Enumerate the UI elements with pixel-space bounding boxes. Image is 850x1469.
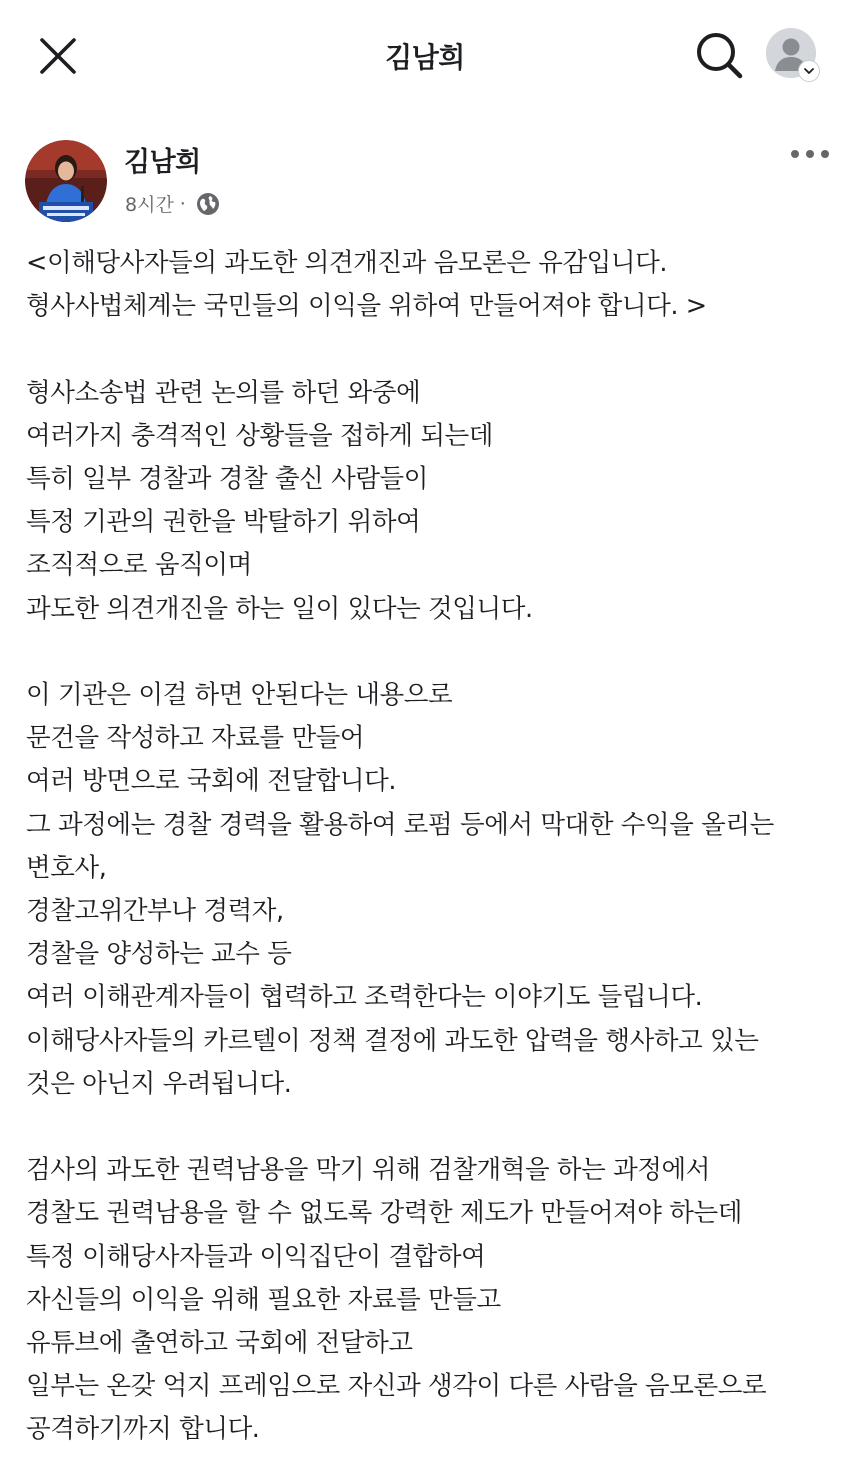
post-line: 형사소송법 관련 논의를 하던 와중에: [26, 377, 421, 408]
post-line: 여러 방면으로 국회에 전달합니다.: [26, 766, 397, 797]
post-line: 경찰도 권력남용을 할 수 없도록 강력한 제도가 만들어져야 하는데: [26, 1198, 742, 1229]
post-line: 자신들의 이익을 위해 필요한 자료를 만들고: [26, 1284, 501, 1315]
post-line: 것은 아닌지 우려됩니다.: [26, 1068, 292, 1099]
post-line: 이 기관은 이걸 하면 안된다는 내용으로: [26, 680, 453, 710]
post-line: 문건을 작성하고 자료를 만들어: [26, 723, 365, 754]
post-paragraph: [26, 674, 826, 1106]
globe-icon: [196, 192, 220, 216]
post-line: 공격하기까지 합니다.: [26, 1414, 260, 1445]
meta-separator: ·: [179, 192, 186, 215]
more-options-button[interactable]: [786, 142, 834, 166]
post-paragraph: [26, 372, 826, 631]
post-text: [26, 242, 826, 1452]
profile-menu-button[interactable]: [766, 28, 820, 82]
post-line: <이해당사자들의 과도한 의견개진과 음모론은 유감입니다.: [26, 248, 668, 278]
post-line: 특히 일부 경찰과 경찰 출신 사람들이: [26, 464, 429, 494]
post-line: 특정 이해당사자들과 이익집단이 결합하여: [26, 1241, 486, 1272]
chevron-down-icon: [798, 60, 820, 82]
post-line: 경찰을 양성하는 교수 등: [26, 939, 292, 970]
author-name[interactable]: 김남희: [124, 147, 201, 178]
post-header: [0, 130, 850, 230]
post-line: 이해당사자들의 카르텔이 정책 결정에 과도한 압력을 행사하고 있는: [26, 1025, 759, 1056]
post-line: 형사사법체계는 국민들의 이익을 위하여 만들어져야 합니다. >: [26, 291, 707, 322]
post-line: 일부는 온갖 억지 프레임으로 자신과 생각이 다른 사람을 음모론으로: [26, 1371, 767, 1402]
post-line: 그 과정에는 경찰 경력을 활용하여 로펌 등에서 막대한 수익을 올리는: [26, 809, 774, 840]
post-line: 과도한 의견개진을 하는 일이 있다는 것입니다.: [26, 593, 533, 624]
post-line: 특정 기관의 권한을 박탈하기 위하여: [26, 507, 421, 538]
more-horizontal-icon: [786, 142, 834, 166]
post-timestamp[interactable]: 8시간: [125, 194, 174, 216]
page-title: 김남희: [385, 41, 465, 74]
top-bar: [0, 0, 850, 110]
search-button[interactable]: [694, 30, 744, 80]
author-avatar[interactable]: [25, 140, 107, 222]
post-line: 경찰고위간부나 경력자,: [26, 896, 284, 927]
post-line: 여러 이해관계자들이 협력하고 조력한다는 이야기도 들립니다.: [26, 982, 703, 1013]
post-line: 유튜브에 출연하고 국회에 전달하고: [26, 1328, 413, 1359]
post-paragraph: [26, 1149, 826, 1451]
post-meta: [125, 190, 220, 217]
post-line: 검사의 과도한 권력남용을 막기 위해 검찰개혁을 하는 과정에서: [26, 1155, 710, 1186]
search-icon: [694, 30, 744, 80]
post-line: 여러가지 충격적인 상황들을 접하게 되는데: [26, 420, 494, 451]
post-line: 변호사,: [26, 852, 107, 883]
post-line: 조직적으로 움직이며: [26, 550, 252, 581]
post-paragraph: [26, 242, 826, 328]
